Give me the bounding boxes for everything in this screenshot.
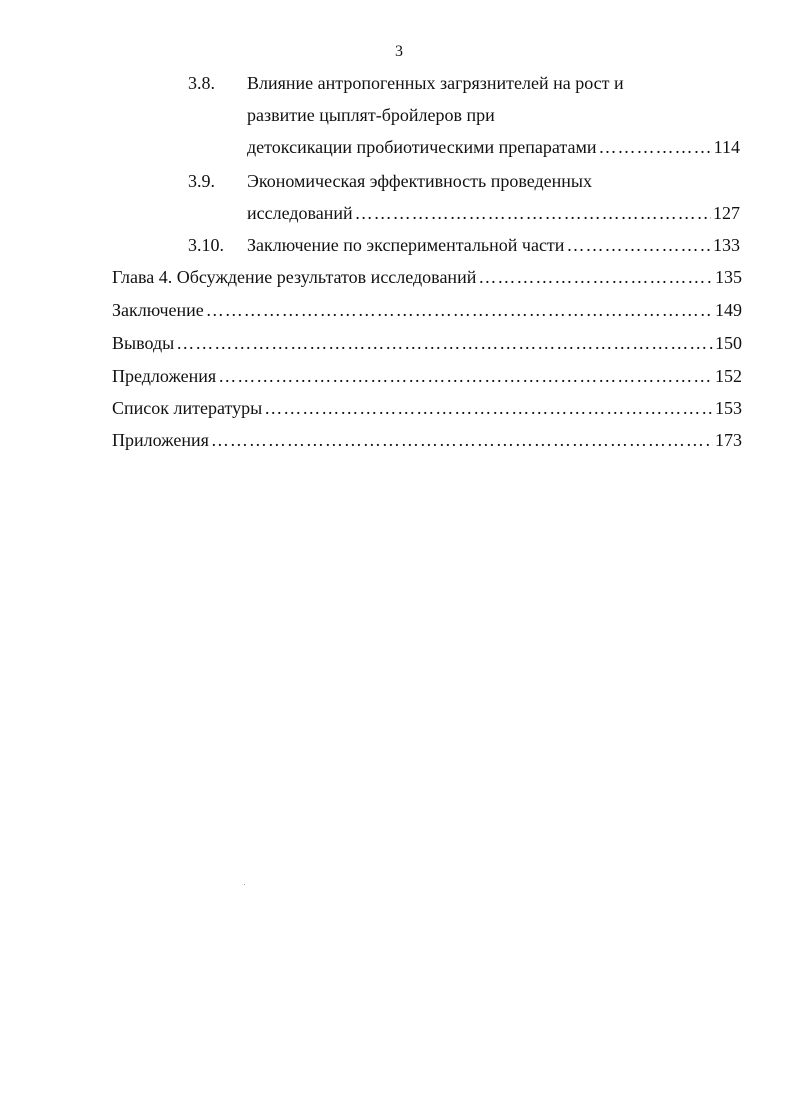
toc-entry-findings bbox=[112, 332, 742, 354]
toc-references-page: 153 bbox=[715, 398, 742, 418]
toc-entry-3-9 bbox=[247, 202, 740, 224]
toc-entry-conclusion bbox=[112, 299, 742, 321]
toc-3-9-page: 127 bbox=[713, 203, 740, 223]
toc-entry-references bbox=[112, 397, 742, 419]
page-number: 3 bbox=[395, 43, 403, 60]
toc-references-title: Список литературы bbox=[112, 398, 263, 418]
leader-dots bbox=[218, 365, 713, 387]
toc-3-8-title-line2: развитие цыплят-бройлеров при bbox=[247, 105, 495, 125]
leader-dots bbox=[599, 136, 712, 158]
leader-dots bbox=[176, 332, 713, 354]
toc-findings-title: Выводы bbox=[112, 333, 175, 353]
toc-chapter-4-page: 135 bbox=[715, 267, 742, 287]
toc-3-10-number: 3.10. bbox=[188, 235, 224, 255]
toc-conclusion-page: 149 bbox=[715, 300, 742, 320]
toc-3-8-title-line3: детоксикации пробиотическими препаратами bbox=[247, 137, 597, 157]
toc-3-8-page: 114 bbox=[713, 137, 740, 157]
leader-dots bbox=[206, 299, 713, 321]
toc-3-9-number: 3.9. bbox=[188, 171, 215, 191]
leader-dots bbox=[211, 429, 713, 451]
toc-entry-3-10 bbox=[247, 234, 740, 256]
toc-findings-page: 150 bbox=[715, 333, 742, 353]
leader-dots bbox=[355, 202, 711, 224]
toc-proposals-page: 152 bbox=[715, 366, 742, 386]
toc-entry-proposals bbox=[112, 365, 742, 387]
toc-proposals-title: Предложения bbox=[112, 366, 217, 386]
toc-entry-chapter-4 bbox=[112, 266, 742, 288]
toc-3-9-title-line2: исследований bbox=[247, 203, 353, 223]
toc-chapter-4-title: Глава 4. Обсуждение результатов исследований bbox=[112, 267, 477, 287]
toc-entry-3-8 bbox=[247, 136, 740, 158]
toc-appendices-title: Приложения bbox=[112, 430, 209, 450]
toc-3-10-page: 133 bbox=[713, 235, 740, 255]
toc-3-8-title-line1: Влияние антропогенных загрязнителей на рост и bbox=[247, 73, 624, 93]
toc-3-10-title: Заключение по экспериментальной части bbox=[247, 235, 565, 255]
toc-3-8-number: 3.8. bbox=[188, 73, 215, 93]
leader-dots bbox=[566, 234, 711, 256]
toc-conclusion-title: Заключение bbox=[112, 300, 204, 320]
toc-entry-appendices bbox=[112, 429, 742, 451]
leader-dots bbox=[478, 266, 713, 288]
toc-appendices-page: 173 bbox=[715, 430, 742, 450]
scan-speck bbox=[244, 884, 245, 885]
toc-3-9-title-line1: Экономическая эффективность проведенных bbox=[247, 171, 593, 191]
leader-dots bbox=[264, 397, 713, 419]
